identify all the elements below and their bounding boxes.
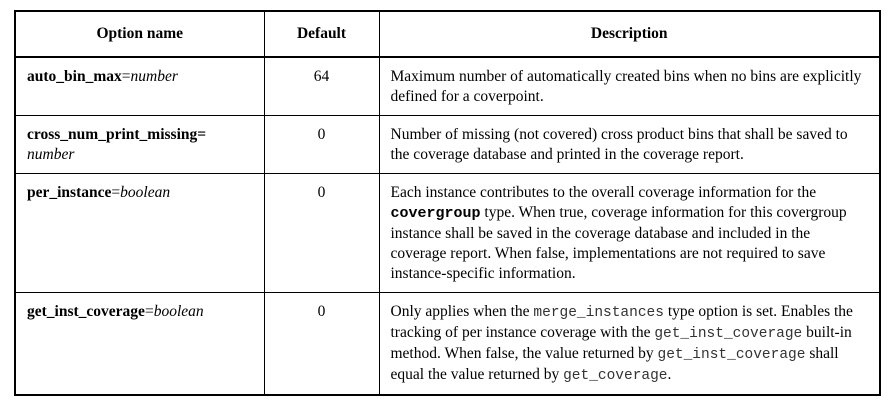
description-text: Only applies when the (390, 303, 534, 320)
option-equals: = (197, 126, 207, 143)
option-name-cell (15, 293, 264, 396)
option-name: get_inst_coverage (27, 303, 145, 320)
option-equals: = (111, 184, 121, 201)
table-row (15, 293, 880, 396)
option-description (379, 293, 880, 396)
option-type: boolean (153, 303, 204, 320)
option-default: 0 (264, 293, 379, 396)
option-default: 64 (264, 57, 379, 116)
option-description (379, 57, 880, 116)
option-type: number (130, 68, 178, 85)
description-text: shall equal the value returned by (390, 345, 839, 383)
code-keyword: covergroup (390, 205, 481, 222)
option-default: 0 (264, 174, 379, 293)
option-name: per_instance (27, 184, 112, 201)
description-text: type. When true, coverage information for this covergroup instance shall be saved in the coverage database and included in the coverage report. When false, implementations are not required to save instance-specific information. (390, 204, 847, 282)
option-type: number (27, 146, 75, 163)
option-equals: = (144, 303, 154, 320)
description-text: built-in method. When false, the value returned by (390, 324, 852, 362)
table-row (15, 174, 880, 293)
code-identifier: get_coverage (563, 368, 668, 384)
option-name-cell (15, 174, 264, 293)
header-description: Description (379, 11, 880, 57)
description-text: Each instance contributes to the overall coverage information for the (390, 184, 817, 201)
code-identifier: get_inst_coverage (654, 326, 803, 342)
header-row (15, 11, 880, 57)
option-name: cross_num_print_missing (27, 126, 198, 143)
description-text: type option is set. Enables the tracking of per instance coverage with the (390, 303, 853, 341)
header-option-name: Option name (15, 11, 264, 57)
option-name: auto_bin_max (27, 68, 122, 85)
option-name-cell (15, 57, 264, 116)
description-text: . (667, 366, 672, 383)
table-row (15, 57, 880, 116)
description-text: Maximum number of automatically created bins when no bins are explicitly defined for a coverpoint. (390, 68, 862, 105)
option-equals: = (121, 68, 131, 85)
option-description (379, 174, 880, 293)
table-row (15, 116, 880, 174)
option-name-cell (15, 116, 264, 174)
option-default: 0 (264, 116, 379, 174)
option-type: boolean (120, 184, 171, 201)
header-default: Default (264, 11, 379, 57)
option-description (379, 116, 880, 174)
code-identifier: merge_instances (533, 305, 664, 321)
code-identifier: get_inst_coverage (657, 347, 806, 363)
description-text: Number of missing (not covered) cross product bins that shall be saved to the coverage database and printed in the coverage report. (390, 126, 848, 163)
coverage-options-table (14, 10, 881, 396)
